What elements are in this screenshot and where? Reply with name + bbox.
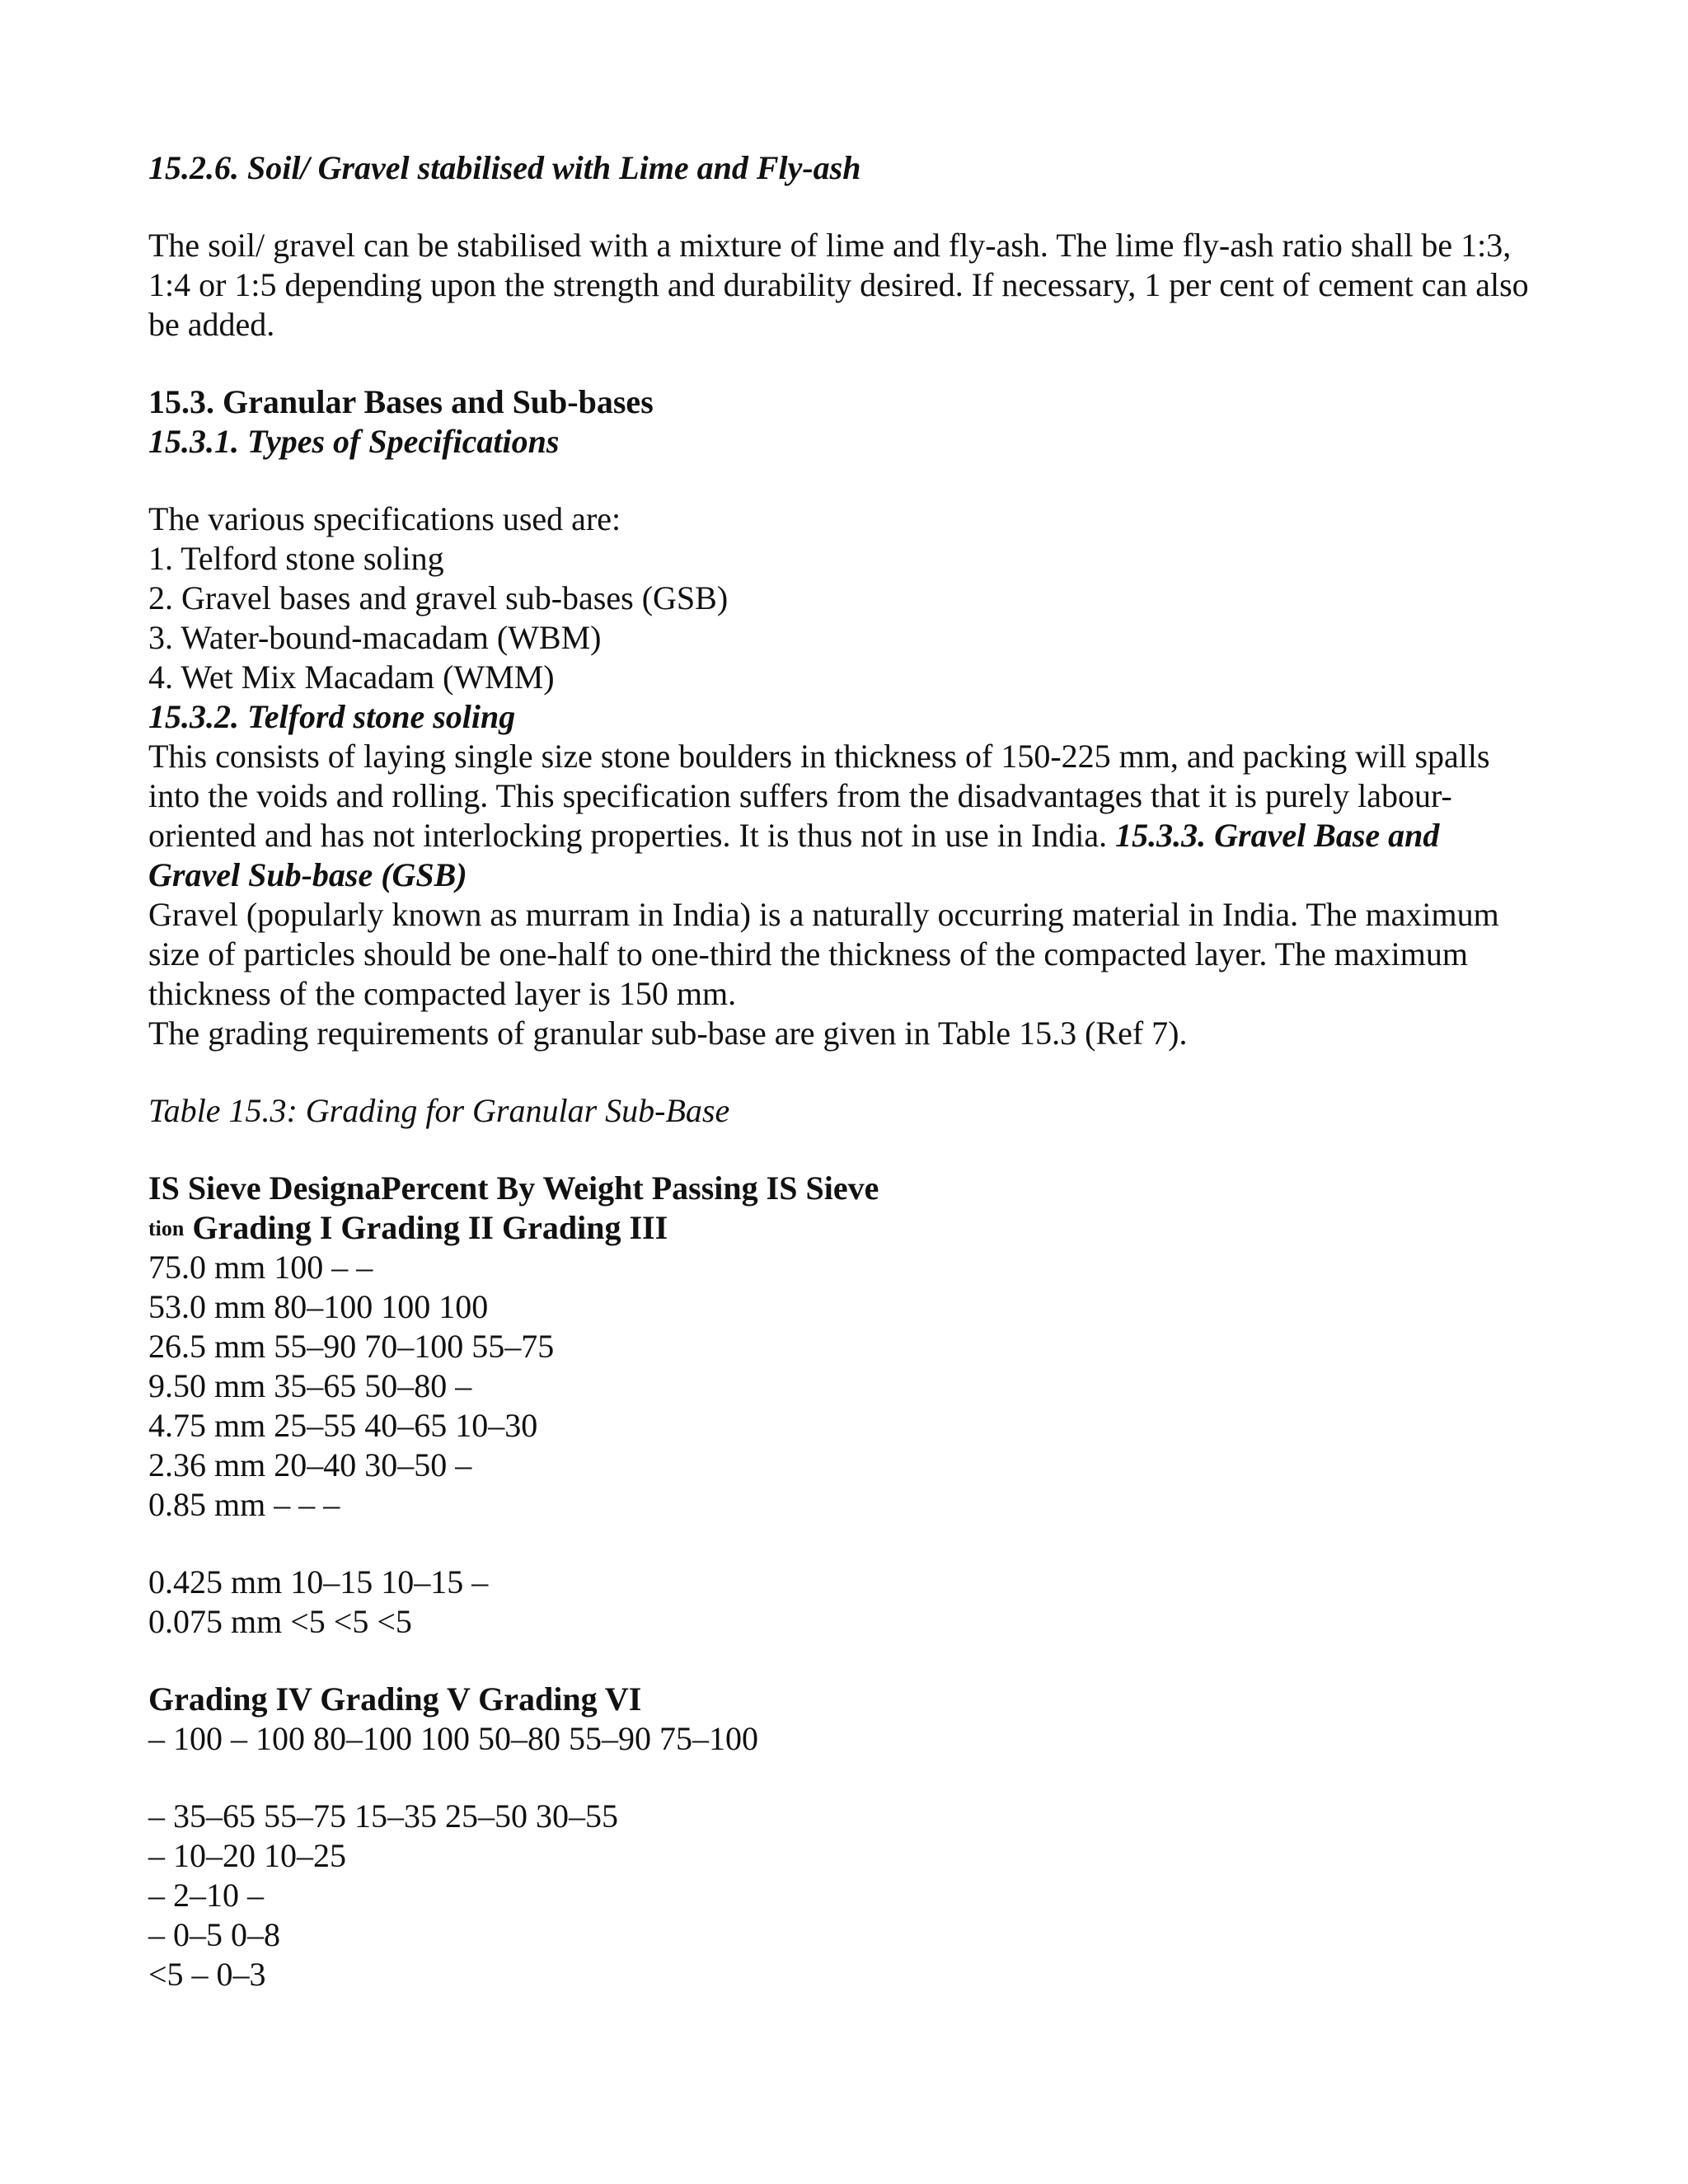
paragraph-line: into the voids and rolling. This specification suffers from the disadvantages that it is purely labour- bbox=[148, 777, 1452, 814]
table-row: 26.5 mm 55–90 70–100 55–75 bbox=[148, 1328, 555, 1365]
spacer bbox=[148, 1642, 1550, 1680]
spacer bbox=[148, 344, 1550, 382]
table-row: – 100 – 100 80–100 100 50–80 55–90 75–100 bbox=[148, 1720, 758, 1757]
table-row: – 2–10 – bbox=[148, 1877, 264, 1914]
section-heading-15-2-6: 15.2.6. Soil/ Gravel stabilised with Lime and Fly-ash bbox=[148, 149, 861, 186]
table-row: 9.50 mm 35–65 50–80 – bbox=[148, 1367, 472, 1404]
table-row: – 10–20 10–25 bbox=[148, 1837, 346, 1874]
section-heading-15-3-3-continued: Gravel Sub-base (GSB) bbox=[148, 856, 467, 893]
document-page bbox=[148, 148, 1550, 1994]
list-item: 2. Gravel bases and gravel sub-bases (GSB) bbox=[148, 579, 729, 616]
paragraph-line: The soil/ gravel can be stabilised with a mixture of lime and fly-ash. The lime fly-ash ratio shall be 1:3, bbox=[148, 227, 1512, 264]
paragraph-line: Gravel (popularly known as murram in India) is a naturally occurring material in India. The maximum bbox=[148, 896, 1499, 933]
paragraph-line-with-heading bbox=[148, 816, 1550, 855]
table-row: <5 – 0–3 bbox=[148, 1956, 266, 1993]
paragraph-line: 1:4 or 1:5 depending upon the strength and durability desired. If necessary, 1 per cent of cement can also bbox=[148, 266, 1529, 303]
paragraph-line: The grading requirements of granular sub-base are given in Table 15.3 (Ref 7). bbox=[148, 1015, 1188, 1052]
table-row: – 35–65 55–75 15–35 25–50 30–55 bbox=[148, 1797, 618, 1835]
table-header-line-2 bbox=[148, 1208, 1550, 1248]
list-item: 3. Water-bound-macadam (WBM) bbox=[148, 619, 602, 656]
spacer bbox=[148, 462, 1550, 499]
paragraph-line: size of particles should be one-half to one-third the thickness of the compacted layer. The maximum bbox=[148, 935, 1468, 972]
list-item: 1. Telford stone soling bbox=[148, 540, 444, 577]
spacer bbox=[148, 1053, 1550, 1091]
table-row: 75.0 mm 100 – – bbox=[148, 1249, 373, 1286]
table-row: 2.36 mm 20–40 30–50 – bbox=[148, 1446, 472, 1483]
section-heading-15-3-3: 15.3.3. Gravel Base and bbox=[1115, 817, 1440, 854]
header-fragment: tion bbox=[148, 1216, 185, 1240]
section-heading-15-3-2: 15.3.2. Telford stone soling bbox=[148, 698, 516, 735]
table-row: 0.425 mm 10–15 10–15 – bbox=[148, 1563, 489, 1601]
paragraph-line: be added. bbox=[148, 306, 275, 343]
section-heading-15-3: 15.3. Granular Bases and Sub-bases bbox=[148, 383, 654, 420]
paragraph-line: This consists of laying single size stone boulders in thickness of 150-225 mm, and packing will spalls bbox=[148, 738, 1490, 775]
table-row: – 0–5 0–8 bbox=[148, 1916, 280, 1953]
header-gradings: Grading I Grading II Grading III bbox=[184, 1209, 668, 1246]
spacer bbox=[148, 1759, 1550, 1797]
table-row: 4.75 mm 25–55 40–65 10–30 bbox=[148, 1407, 538, 1444]
table-caption: Table 15.3: Grading for Granular Sub-Base bbox=[148, 1092, 730, 1129]
table-row: 53.0 mm 80–100 100 100 bbox=[148, 1288, 489, 1325]
paragraph-text: oriented and has not interlocking properties. It is thus not in use in India. bbox=[148, 817, 1116, 854]
spacer bbox=[148, 1131, 1550, 1169]
section-heading-15-3-1: 15.3.1. Types of Specifications bbox=[148, 423, 560, 460]
table-header-line-1: IS Sieve DesignaPercent By Weight Passing IS Sieve bbox=[148, 1169, 879, 1207]
table-header-2: Grading IV Grading V Grading VI bbox=[148, 1680, 642, 1718]
table-row: 0.85 mm – – – bbox=[148, 1486, 340, 1523]
spacer bbox=[148, 188, 1550, 226]
list-intro: The various specifications used are: bbox=[148, 500, 621, 537]
table-row: 0.075 mm <5 <5 <5 bbox=[148, 1603, 412, 1640]
spacer bbox=[148, 1525, 1550, 1563]
list-item: 4. Wet Mix Macadam (WMM) bbox=[148, 658, 555, 696]
paragraph-line: thickness of the compacted layer is 150 mm. bbox=[148, 975, 737, 1012]
